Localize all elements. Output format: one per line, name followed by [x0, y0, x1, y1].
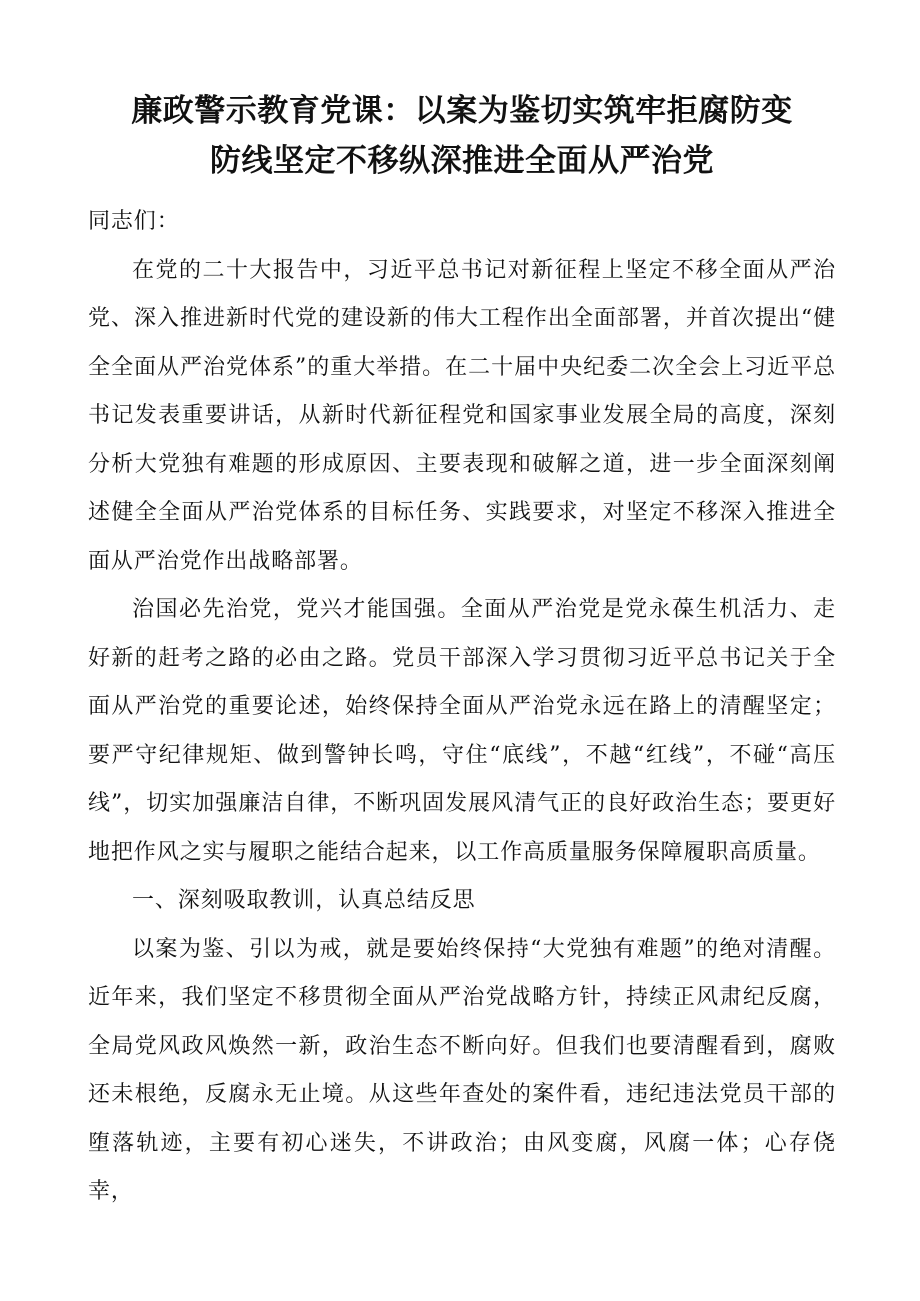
section-heading-1: 一、深刻吸取教训，认真总结反思	[132, 888, 476, 913]
paragraph-lessons: 以案为鉴、引以为戒，就是要始终保持“大党独有难题”的绝对清醒。近年来，我们坚定不移贯彻全面从严治党战略方针，持续正风肃纪反腐，全局党风政风焕然一新，政治生态不断向好。但我们也要清醒看到，腐败还未根绝，反腐永无止境。从这些年查处的案件看，违纪违法党员干部的堕落轨迹，主要有初心迷失，不讲政治；由风变腐，风腐一体；心存侥幸，	[88, 936, 836, 1204]
paragraph-intro: 在党的二十大报告中，习近平总书记对新征程上坚定不移全面从严治党、深入推进新时代党的建设新的伟大工程作出全面部署，并首次提出“健全全面从严治党体系”的重大举措。在二十届中央纪委二次全会上习近平总书记发表重要讲话，从新时代新征程党和国家事业发展全局的高度，深刻分析大党独有难题的形成原因、主要表现和破解之道，进一步全面深刻阐述健全全面从严治党体系的目标任务、实践要求，对坚定不移深入推进全面从严治党作出战略部署。	[88, 257, 836, 574]
document-title	[88, 86, 836, 186]
title-line-1: 廉政警示教育党课：以案为鉴切实筑牢拒腐防变	[131, 93, 793, 129]
title-line-2: 防线坚定不移纵深推进全面从严治党	[210, 143, 714, 179]
paragraph-governance: 治国必先治党，党兴才能国强。全面从严治党是党永葆生机活力、走好新的赶考之路的必由之路。党员干部深入学习贯彻习近平总书记关于全面从严治党的重要论述，始终保持全面从严治党永远在路上的清醒坚定；要严守纪律规矩、做到警钟长鸣，守住“底线”，不越“红线”，不碰“高压线”，切实加强廉洁自律，不断巩固发展风清气正的良好政治生态；要更好地把作风之实与履职之能结合起来，以工作高质量服务保障履职高质量。	[88, 597, 836, 865]
salutation: 同志们：	[88, 209, 180, 234]
